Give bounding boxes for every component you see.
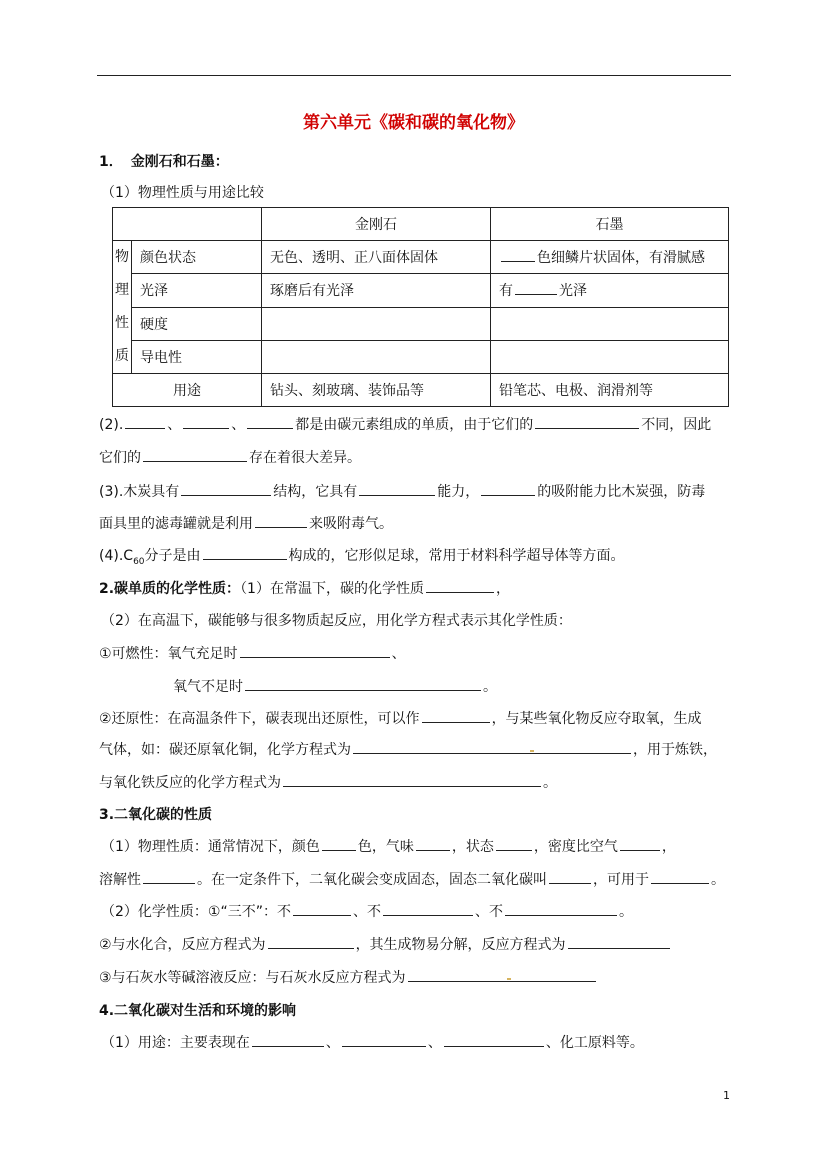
fill-blank[interactable] (252, 1032, 324, 1047)
table-header-row (113, 208, 729, 241)
graphite-cell (491, 274, 729, 307)
fill-blank[interactable] (383, 901, 473, 916)
fill-blank[interactable] (143, 869, 195, 884)
group-label-char: 理 (115, 282, 129, 298)
text: ①可燃性：氧气充足时 (99, 646, 238, 662)
text: 溶解性 (99, 872, 141, 888)
text: ②还原性：在高温条件下，碳表现出还原性，可以作 (99, 711, 420, 727)
graphite-text: 色细鳞片状固体，有滑腻感 (537, 250, 705, 267)
fill-blank[interactable] (245, 676, 481, 691)
text: 结构，它具有 (273, 484, 358, 500)
fill-blank[interactable] (322, 836, 356, 851)
table-row (113, 374, 729, 407)
fill-blank[interactable] (651, 869, 709, 884)
text: 。 (618, 904, 633, 920)
fill-blank[interactable] (444, 1032, 544, 1047)
section-1-heading (99, 151, 229, 171)
text: 都是由碳元素组成的单质，由于它们的 (295, 417, 534, 433)
text: 、 (391, 646, 406, 662)
group-label-char: 性 (115, 315, 129, 331)
text: ，其生成物易分解，反应方程式为 (355, 937, 566, 953)
diamond-cell: 琢磨后有光泽 (262, 274, 491, 307)
co2-uses-line (101, 1032, 644, 1052)
fill-blank[interactable] (203, 545, 287, 560)
graphite-cell (491, 241, 729, 274)
fill-blank[interactable] (293, 901, 351, 916)
fill-blank[interactable] (143, 447, 247, 462)
physical-property-group-label (113, 241, 132, 374)
text: 、 (167, 417, 182, 433)
text: 色，气味 (357, 839, 414, 855)
subscript: 60 (133, 556, 145, 567)
text: 、 (325, 1035, 340, 1051)
text: ， (661, 839, 676, 855)
fill-blank[interactable] (496, 836, 532, 851)
fill-blank[interactable] (342, 1032, 426, 1047)
section-2-line-2: （2）在高温下，碳能够与很多物质起反应，用化学方程式表示其化学性质： (101, 613, 572, 629)
text: 它们的 (99, 450, 141, 466)
fill-blank[interactable] (283, 772, 541, 787)
col-header-diamond: 金刚石 (262, 208, 491, 241)
section-2-line-1 (99, 578, 510, 598)
text: 与氧化铁反应的化学方程式为 (99, 775, 281, 791)
section-4-heading: 4.二氧化碳对生活和环境的影响 (99, 1003, 297, 1019)
co2-physical-line-1 (101, 836, 676, 856)
prop-label: 导电性 (132, 340, 262, 373)
graphite-cell (491, 307, 729, 340)
text: ，用于炼铁， (633, 742, 717, 758)
fill-blank[interactable] (549, 869, 591, 884)
text: (3).木炭具有 (99, 484, 180, 500)
table-row (113, 307, 729, 340)
text: 氧气不足时 (173, 679, 243, 695)
table-corner-cell (113, 208, 262, 241)
text: 面具里的滤毒罐就是利用 (99, 516, 253, 532)
use-graphite: 铅笔芯、电极、润滑剂等 (491, 374, 729, 407)
fill-blank[interactable] (181, 481, 271, 496)
group-label-char: 物 (115, 249, 129, 265)
fill-blank[interactable] (501, 247, 535, 262)
text: 构成的，它形似足球，常用于材料科学超导体等方面。 (288, 548, 625, 564)
combustion-line-2 (173, 676, 497, 696)
section-1-title: 金刚石和石墨： (130, 154, 229, 170)
col-header-graphite: 石墨 (491, 208, 729, 241)
reduction-line-1 (99, 708, 702, 728)
text: 、不 (352, 904, 381, 920)
text: 存在着很大差异。 (249, 450, 361, 466)
text: 。在一定条件下，二氧化碳会变成固态，固态二氧化碳叫 (197, 872, 547, 888)
use-diamond: 钻头、刻玻璃、装饰品等 (262, 374, 491, 407)
diamond-cell (262, 340, 491, 373)
scan-speck (530, 750, 534, 752)
prop-label: 颜色状态 (132, 241, 262, 274)
text: ，密度比空气 (533, 839, 618, 855)
section-1-subheading: （1）物理性质与用途比较 (101, 185, 264, 201)
section-1-number: 1． (99, 154, 123, 170)
page-number: 1 (723, 1089, 730, 1102)
page-title: 第六单元《碳和碳的氧化物》 (303, 113, 524, 133)
fill-blank[interactable] (505, 901, 617, 916)
header-rule (97, 75, 731, 76)
text: 。 (543, 775, 557, 791)
question-1-2-line-1 (99, 414, 711, 434)
fill-blank[interactable] (422, 708, 490, 723)
question-1-3-line-1 (99, 481, 705, 501)
fill-blank[interactable] (408, 967, 596, 982)
table-row (113, 340, 729, 373)
fill-blank[interactable] (515, 280, 557, 295)
text: （1）用途：主要表现在 (101, 1035, 250, 1051)
fill-blank[interactable] (535, 414, 639, 429)
fill-blank[interactable] (183, 414, 229, 429)
fill-blank[interactable] (359, 481, 435, 496)
question-1-3-line-2 (99, 513, 393, 533)
group-label-char: 质 (115, 348, 129, 364)
reduction-line-3 (99, 772, 557, 792)
fill-blank[interactable] (247, 414, 293, 429)
text: ②与水化合，反应方程式为 (99, 937, 266, 953)
fill-blank[interactable] (620, 836, 660, 851)
text: （2）化学性质：①“三不”：不 (101, 904, 291, 920)
text: （1）物理性质：通常情况下，颜色 (101, 839, 320, 855)
text: 气体，如：碳还原氧化铜，化学方程式为 (99, 742, 351, 758)
text: (4).C (99, 548, 134, 564)
fill-blank[interactable] (255, 513, 307, 528)
fill-blank[interactable] (426, 578, 494, 593)
text: 、 (231, 417, 246, 433)
prop-label: 硬度 (132, 307, 262, 340)
reduction-line-2 (99, 739, 717, 759)
text: 、化工原料等。 (545, 1035, 644, 1051)
table-row (113, 274, 729, 307)
fill-blank[interactable] (416, 836, 450, 851)
diamond-cell (262, 307, 491, 340)
diamond-cell: 无色、透明、正八面体固体 (262, 241, 491, 274)
fill-blank[interactable] (481, 481, 535, 496)
co2-chemical-line (101, 901, 633, 921)
section-2-heading: 2.碳单质的化学性质： (99, 581, 241, 597)
text: 的吸附能力比木炭强，防毒 (537, 484, 706, 500)
fill-blank[interactable] (353, 739, 631, 754)
co2-water-line (99, 934, 672, 954)
text: 。 (483, 679, 497, 695)
text: （1）在常温下，碳的化学性质 (240, 581, 424, 597)
text: 、不 (474, 904, 503, 920)
graphite-cell (491, 340, 729, 373)
text: ，与某些氧化物反应夺取氧，生成 (491, 711, 702, 727)
fill-blank[interactable] (240, 643, 390, 658)
section-3-heading: 3.二氧化碳的性质 (99, 807, 213, 823)
question-1-4 (99, 545, 625, 567)
text: 分子是由 (144, 548, 201, 564)
use-label: 用途 (113, 374, 262, 407)
fill-blank[interactable] (268, 934, 354, 949)
co2-physical-line-2 (99, 869, 725, 889)
fill-blank[interactable] (125, 414, 165, 429)
text: ，状态 (451, 839, 494, 855)
text: ， (495, 581, 510, 597)
graphite-text: 光泽 (559, 283, 587, 300)
text: 不同，因此 (641, 417, 712, 433)
scan-speck (507, 978, 511, 980)
fill-blank[interactable] (568, 934, 670, 949)
graphite-text: 有 (499, 283, 513, 300)
comparison-table (112, 207, 729, 407)
text: 来吸附毒气。 (309, 516, 393, 532)
text: 、 (427, 1035, 442, 1051)
table-row (113, 241, 729, 274)
combustion-line-1 (99, 643, 406, 663)
text: ③与石灰水等碱溶液反应：与石灰水反应方程式为 (99, 970, 406, 986)
prop-label: 光泽 (132, 274, 262, 307)
text: 能力， (437, 484, 480, 500)
question-1-2-line-2 (99, 447, 361, 467)
co2-limewater-line (99, 967, 598, 987)
text: 。 (711, 872, 725, 888)
text: ，可用于 (593, 872, 649, 888)
text: (2). (99, 417, 124, 433)
